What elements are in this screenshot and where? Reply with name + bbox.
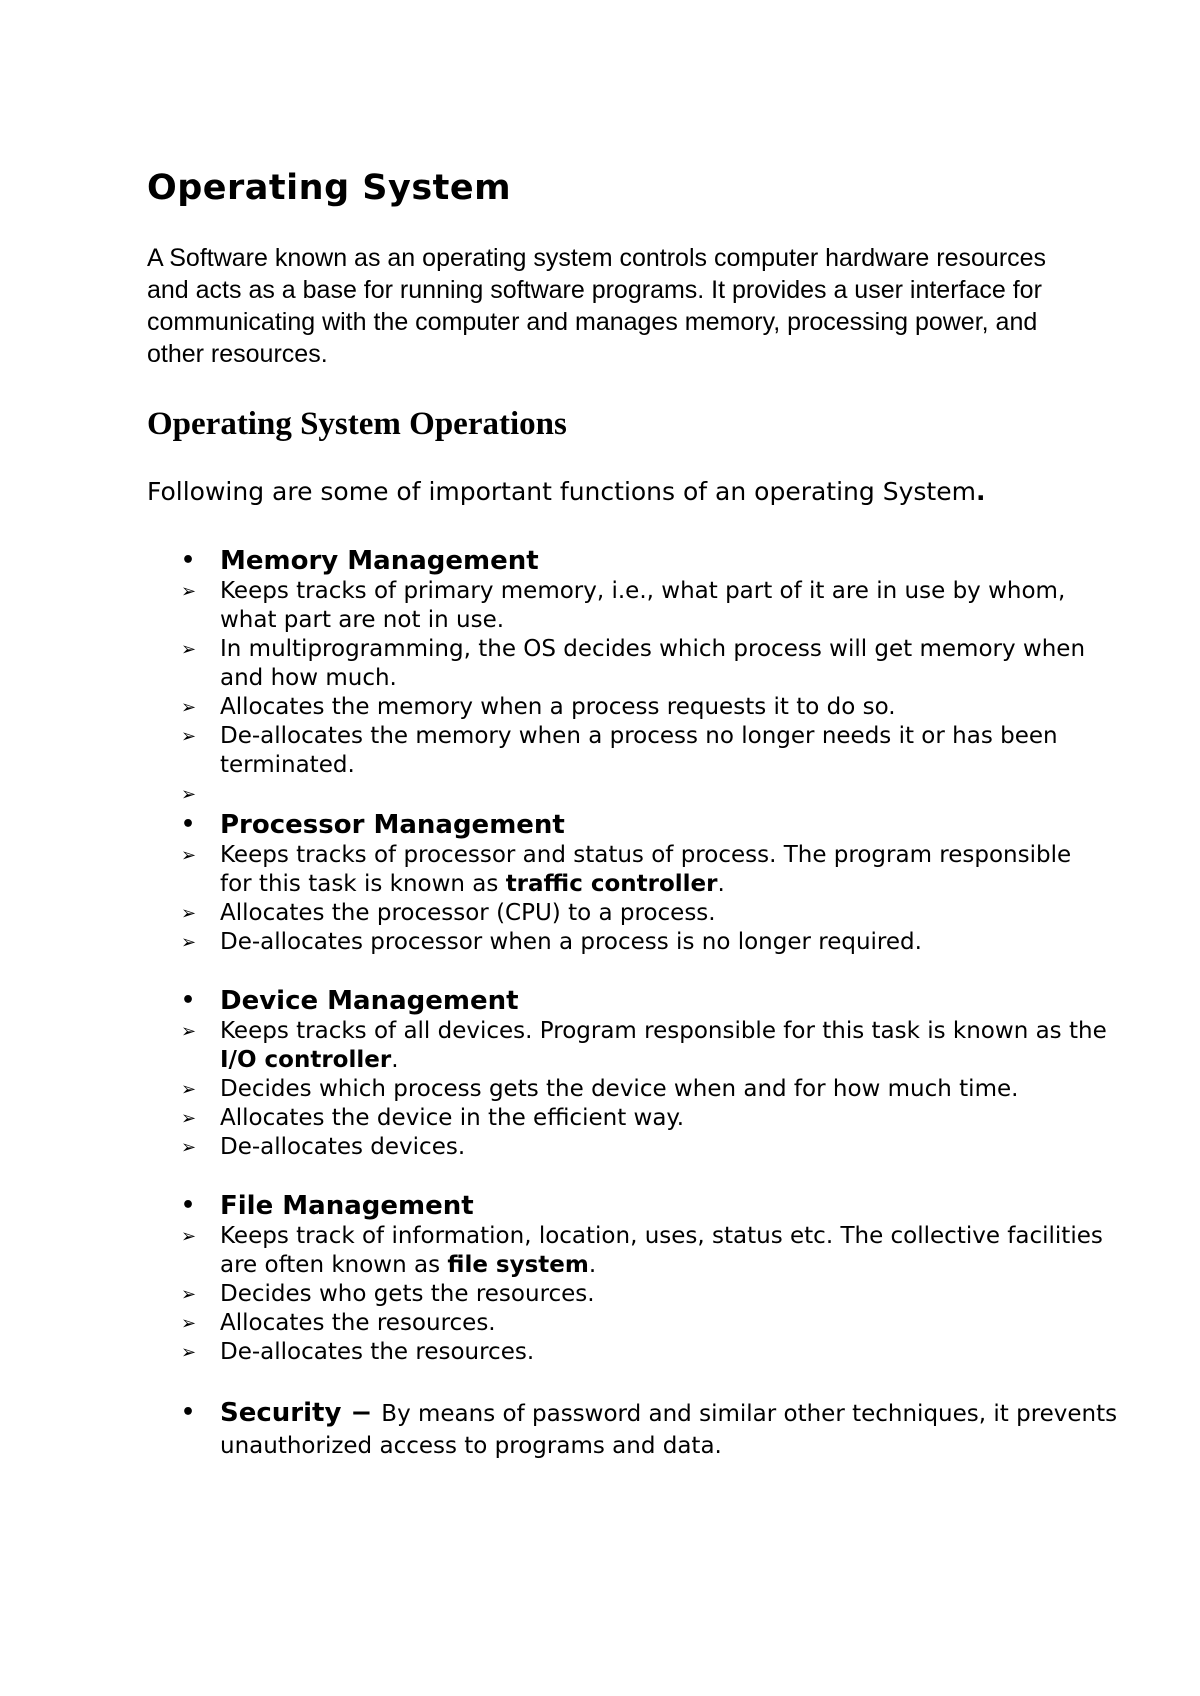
list-item-text: Keeps tracks of processor and status of process. The program responsible for this task is known as	[220, 842, 1072, 897]
list-item	[147, 1104, 1110, 1133]
arrow-bullet-icon: ➢	[181, 697, 197, 718]
file-management-title: File Management	[220, 1191, 474, 1221]
security-section	[147, 1397, 1120, 1462]
list-item	[147, 1133, 1110, 1162]
list-item-end: .	[588, 1252, 597, 1278]
list-item	[147, 1222, 1110, 1280]
memory-management-section	[147, 545, 1086, 809]
bullet-icon: •	[181, 988, 196, 1013]
arrow-bullet-icon: ➢	[181, 1021, 197, 1042]
list-item	[147, 635, 1110, 693]
list-item	[147, 577, 1110, 635]
bullet-icon: •	[181, 1193, 196, 1218]
arrow-bullet-icon: ➢	[181, 845, 197, 866]
list-item-text: Decides which process gets the device when and for how much time.	[220, 1076, 1019, 1102]
arrow-bullet-icon: ➢	[181, 639, 197, 660]
arrow-bullet-icon: ➢	[181, 1079, 197, 1100]
list-item	[147, 928, 1110, 957]
security-dash: −	[341, 1398, 382, 1428]
processor-management-section	[147, 809, 1077, 957]
arrow-bullet-icon: ➢	[181, 1284, 197, 1305]
intro-paragraph: A Software known as an operating system controls computer hardware resources and acts as a base for running software programs. It provides a user interface for communicating with the computer and manages memory, processing power, and other resources.	[147, 244, 1047, 368]
empty-list-item	[147, 780, 1110, 809]
list-item-text: Keeps track of information, location, uses, status etc. The collective facilities are often known as	[220, 1223, 1103, 1278]
emphasis-term: traffic controller	[505, 871, 718, 897]
list-item	[147, 841, 1110, 899]
lead-period: .	[975, 477, 986, 506]
bullet-icon: •	[181, 1400, 196, 1425]
list-item	[147, 1338, 1110, 1367]
list-item-text: Allocates the device in the efficient way.	[220, 1105, 685, 1131]
bullet-icon: •	[181, 812, 196, 837]
list-item-text: Allocates the resources.	[220, 1310, 496, 1336]
emphasis-term: file system	[447, 1252, 589, 1278]
arrow-bullet-icon: ➢	[181, 903, 197, 924]
list-item-text: Keeps tracks of primary memory, i.e., what part of it are in use by whom, what part are not in use.	[220, 578, 1066, 633]
list-item-text: In multiprogramming, the OS decides which process will get memory when and how much.	[220, 636, 1086, 691]
arrow-bullet-icon: ➢	[181, 1137, 197, 1158]
lead-text: Following are some of important functions of an operating System	[147, 477, 976, 506]
page-title: Operating System	[147, 168, 512, 208]
lead-paragraph	[147, 475, 1017, 509]
list-item-text: Allocates the processor (CPU) to a process.	[220, 900, 716, 926]
list-item-text: Decides who gets the resources.	[220, 1281, 595, 1307]
list-item-text: Allocates the memory when a process requests it to do so.	[220, 694, 896, 720]
list-item-end: .	[391, 1047, 399, 1073]
list-item-text: Keeps tracks of all devices. Program responsible for this task is known as the	[220, 1018, 1107, 1044]
list-item-text: De-allocates processor when a process is no longer required.	[220, 929, 922, 955]
file-management-heading	[147, 1190, 1077, 1222]
emphasis-term: I/O controller	[220, 1047, 392, 1073]
arrow-bullet-icon: ➢	[181, 1226, 197, 1247]
document-page	[147, 150, 1118, 1462]
arrow-bullet-icon: ➢	[181, 726, 197, 747]
section-heading: Operating System Operations	[147, 406, 567, 442]
list-item	[147, 693, 1110, 722]
security-title: Security	[220, 1398, 342, 1428]
arrow-bullet-icon: ➢	[181, 581, 197, 602]
arrow-bullet-icon: ➢	[181, 1342, 197, 1363]
memory-management-title: Memory Management	[220, 546, 539, 576]
processor-management-heading	[147, 809, 1077, 841]
list-item	[147, 1280, 1110, 1309]
file-management-section	[147, 1190, 1103, 1367]
processor-management-title: Processor Management	[220, 810, 565, 840]
device-management-heading	[147, 985, 1077, 1017]
list-item	[147, 722, 1110, 780]
security-text: By means of password and similar other techniques, it prevents unauthorized access to programs and data.	[220, 1401, 1118, 1459]
list-item-end: .	[717, 871, 725, 897]
list-item-text: De-allocates the resources.	[220, 1339, 535, 1365]
device-management-title: Device Management	[220, 986, 519, 1016]
list-item-text: De-allocates the memory when a process no longer needs it or has been terminated.	[220, 723, 1058, 778]
device-management-section	[147, 985, 1107, 1162]
arrow-bullet-icon: ➢	[181, 1313, 197, 1334]
list-item	[147, 1309, 1110, 1338]
list-item	[147, 899, 1110, 928]
arrow-bullet-icon: ➢	[181, 784, 197, 805]
bullet-icon: •	[181, 548, 196, 573]
list-item	[147, 1075, 1110, 1104]
list-item	[147, 1017, 1110, 1075]
memory-management-heading	[147, 545, 1077, 577]
list-item-text: De-allocates devices.	[220, 1134, 466, 1160]
arrow-bullet-icon: ➢	[181, 1108, 197, 1129]
arrow-bullet-icon: ➢	[181, 932, 197, 953]
